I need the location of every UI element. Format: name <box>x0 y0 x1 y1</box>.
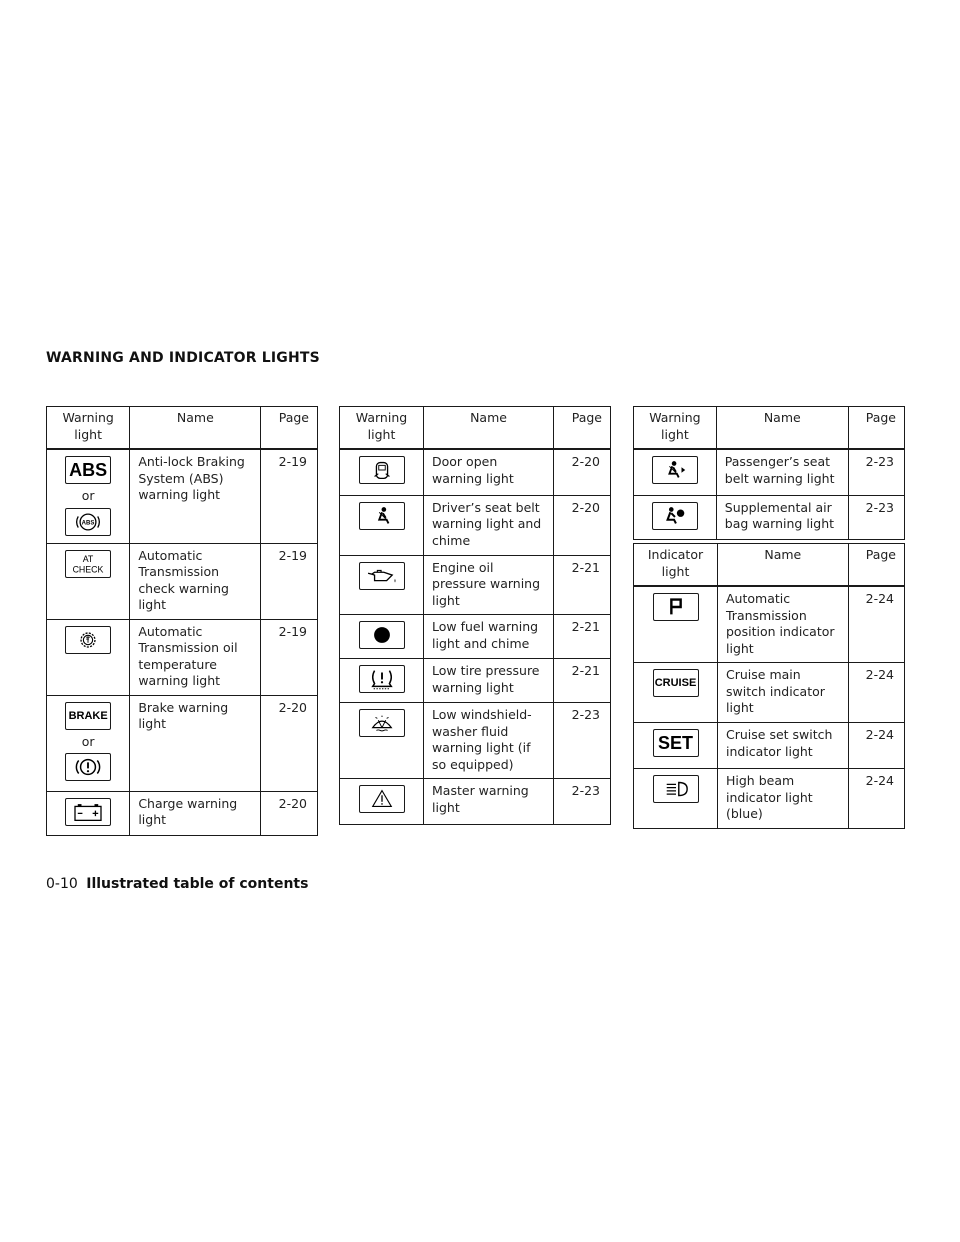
header-name: Name <box>130 407 261 450</box>
row-page: 2-21 <box>554 615 611 659</box>
row-name: Automatic Transmission position indicator light <box>718 586 849 663</box>
table-row <box>47 449 318 543</box>
header-page: Page <box>848 407 904 450</box>
row-page: 2-20 <box>554 449 611 495</box>
row-page: 2-23 <box>848 495 904 539</box>
row-page: 2-20 <box>261 791 318 835</box>
row-name: Anti-lock Braking System (ABS) warning light <box>130 449 261 543</box>
row-page: 2-20 <box>554 495 611 555</box>
oil-can-icon <box>359 562 405 590</box>
row-name: Passenger’s seat belt warning light <box>716 449 848 495</box>
table-row <box>340 659 611 703</box>
or-text: or <box>81 733 95 749</box>
row-page: 2-23 <box>554 703 611 779</box>
row-page: 2-23 <box>554 779 611 825</box>
table-row <box>634 586 905 663</box>
row-name: Brake warning light <box>130 695 261 791</box>
header-page: Page <box>261 407 318 450</box>
row-name: Charge warning light <box>130 791 261 835</box>
svg-text:ABS: ABS <box>81 519 95 526</box>
table-row <box>634 663 905 723</box>
row-page: 2-19 <box>261 449 318 543</box>
header-warning-light: Warning light <box>47 407 130 450</box>
warning-lights-table-3 <box>633 406 905 540</box>
row-page: 2-19 <box>261 543 318 619</box>
at-check-icon <box>65 550 111 578</box>
row-name: Engine oil pressure warning light <box>424 555 554 615</box>
row-page: 2-19 <box>261 619 318 695</box>
table-row <box>47 543 318 619</box>
table-row <box>634 495 905 539</box>
header-page: Page <box>848 544 904 587</box>
row-name: Master warning light <box>424 779 554 825</box>
row-name: Driver’s seat belt warning light and chime <box>424 495 554 555</box>
or-text: or <box>81 488 95 503</box>
header-indicator-light: Indicator light <box>634 544 718 587</box>
row-name: Automatic Transmission check warning light <box>130 543 261 619</box>
table-row <box>634 449 905 495</box>
section-title: WARNING AND INDICATOR LIGHTS <box>46 350 320 366</box>
table-row <box>340 495 611 555</box>
svg-text:AT: AT <box>82 553 94 564</box>
table-row <box>47 619 318 695</box>
table-row <box>340 703 611 779</box>
table-row <box>47 791 318 835</box>
table-row <box>340 449 611 495</box>
row-page: 2-24 <box>848 723 904 769</box>
header-name: Name <box>424 407 554 450</box>
row-page: 2-20 <box>261 695 318 791</box>
row-page: 2-21 <box>554 659 611 703</box>
table-row <box>340 779 611 825</box>
seat-belt-icon <box>359 502 405 530</box>
row-page: 2-24 <box>848 663 904 723</box>
abs-icon: ABS <box>65 456 111 484</box>
row-name: Cruise main switch indicator light <box>718 663 849 723</box>
cruise-icon: CRUISE <box>653 669 699 697</box>
page-number: 0-10 <box>46 876 78 892</box>
park-position-icon <box>653 593 699 621</box>
passenger-seat-belt-icon <box>652 456 698 484</box>
airbag-icon <box>652 502 698 530</box>
header-warning-light: Warning light <box>340 407 424 450</box>
row-name: High beam indicator light (blue) <box>718 769 849 829</box>
table-row <box>340 555 611 615</box>
brake-icon: BRAKE <box>65 702 111 730</box>
tire-pressure-icon <box>359 665 405 693</box>
door-open-icon <box>359 456 405 484</box>
brake-circle-icon <box>65 753 111 781</box>
table-row <box>47 695 318 791</box>
master-warning-icon <box>359 785 405 813</box>
row-name: Door open warning light <box>424 449 554 495</box>
indicator-lights-table <box>633 543 905 829</box>
header-name: Name <box>718 544 849 587</box>
svg-text:CHECK: CHECK <box>72 563 104 574</box>
header-name: Name <box>716 407 848 450</box>
table-row <box>340 615 611 659</box>
set-icon: SET <box>653 729 699 757</box>
row-name: Low tire pressure warning light <box>424 659 554 703</box>
table-row <box>634 723 905 769</box>
low-fuel-icon <box>359 621 405 649</box>
footer-title: Illustrated table of contents <box>86 876 309 892</box>
header-warning-light: Warning light <box>634 407 717 450</box>
warning-lights-table-1 <box>46 406 318 836</box>
abs-circle-icon <box>65 508 111 536</box>
row-name: Supplemental air bag warning light <box>716 495 848 539</box>
battery-icon <box>65 798 111 826</box>
row-page: 2-23 <box>848 449 904 495</box>
warning-lights-table-2 <box>339 406 611 825</box>
row-name: Cruise set switch indicator light <box>718 723 849 769</box>
row-name: Low fuel warning light and chime <box>424 615 554 659</box>
page-footer <box>46 876 308 892</box>
washer-fluid-icon <box>359 709 405 737</box>
row-page: 2-24 <box>848 586 904 663</box>
row-page: 2-24 <box>848 769 904 829</box>
table-row <box>634 769 905 829</box>
transmission-temperature-icon <box>65 626 111 654</box>
row-name: Low windshield-washer fluid warning light (if so equipped) <box>424 703 554 779</box>
row-page: 2-21 <box>554 555 611 615</box>
header-page: Page <box>554 407 611 450</box>
high-beam-icon <box>653 775 699 803</box>
row-name: Automatic Transmission oil temperature warning light <box>130 619 261 695</box>
